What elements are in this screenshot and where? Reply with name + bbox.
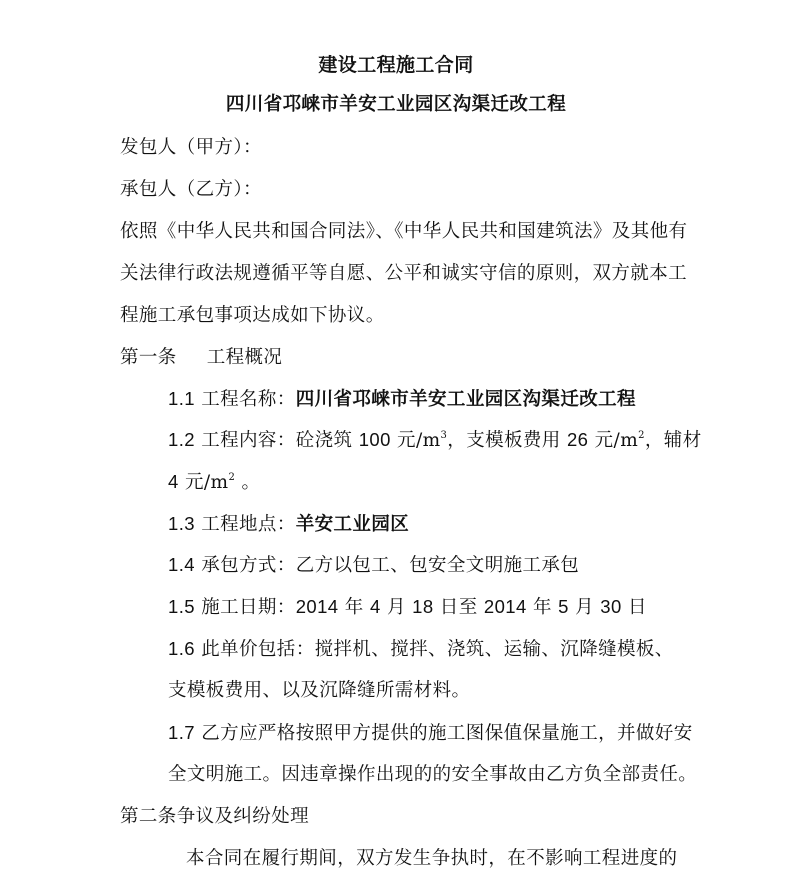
intro-line-2: 关法律行政法规遵循平等自愿、公平和诚实守信的原则，双方就本工 bbox=[120, 263, 688, 284]
item-1-7 bbox=[168, 721, 693, 746]
item-1-2-end: 。 bbox=[241, 472, 261, 493]
item-1-7-line-2: 全文明施工。因违章操作出现的的安全事故由乙方负全部责任。 bbox=[168, 764, 698, 785]
start-month: 4 bbox=[369, 596, 381, 617]
party-b-label: 承包人（乙方）： bbox=[120, 179, 262, 200]
item-1-3-number: 1.3 bbox=[168, 513, 195, 534]
start-year: 2014 bbox=[295, 596, 339, 617]
item-1-6-number: 1.6 bbox=[168, 638, 195, 659]
date-range-separator: 日至 bbox=[439, 597, 478, 618]
item-1-1 bbox=[168, 387, 636, 412]
project-subtitle: 四川省邛崃市羊安工业园区沟渠迁改工程 bbox=[225, 94, 567, 115]
item-1-2-concrete-price: 100 bbox=[358, 429, 391, 450]
item-1-3 bbox=[168, 512, 409, 537]
item-1-2-number: 1.2 bbox=[168, 429, 195, 450]
start-month-char: 月 bbox=[386, 597, 406, 618]
article-1-heading bbox=[120, 346, 282, 370]
article-1-title: 工程概况 bbox=[206, 347, 283, 368]
item-1-5-label: 施工日期： bbox=[201, 597, 296, 618]
intro-line-3: 程施工承包事项达成如下协议。 bbox=[120, 305, 385, 326]
end-month: 5 bbox=[558, 596, 569, 617]
item-1-1-label: 工程名称： bbox=[201, 389, 296, 410]
item-1-2-aux-price: 4 bbox=[168, 471, 179, 492]
item-1-5 bbox=[168, 595, 647, 620]
article-1-label: 第一条 bbox=[120, 347, 177, 368]
item-1-6-line-2: 支模板费用、以及沉降缝所需材料。 bbox=[168, 680, 471, 701]
item-1-2-label: 工程内容：砼浇筑 bbox=[201, 430, 353, 451]
item-1-7-line-1: 乙方应严格按照甲方提供的施工图保值保量施工，并做好安 bbox=[201, 723, 693, 744]
end-month-char: 月 bbox=[575, 597, 595, 618]
party-a-label: 发包人（甲方）： bbox=[120, 137, 262, 158]
item-1-2-exp-2a: 2 bbox=[638, 430, 645, 441]
end-year-char: 年 bbox=[532, 597, 552, 618]
item-1-2-tail: ，辅材 bbox=[644, 430, 702, 451]
article-2-heading: 第二条争议及纠纷处理 bbox=[120, 806, 310, 827]
end-day-char: 日 bbox=[627, 597, 647, 618]
document-title: 建设工程施工合同 bbox=[318, 54, 474, 76]
item-1-6-line-1: 此单价包括：搅拌机、搅拌、浇筑、运输、沉降缝模板、 bbox=[201, 639, 674, 660]
item-1-7-number: 1.7 bbox=[168, 722, 195, 743]
item-1-2-unit-b: 元/m bbox=[594, 430, 639, 451]
item-1-1-value: 四川省邛崃市羊安工业园区沟渠迁改工程 bbox=[295, 389, 636, 410]
item-1-2-unit-a: 元/m bbox=[397, 430, 441, 451]
item-1-4-number: 1.4 bbox=[168, 554, 195, 575]
intro-line-1: 依照《中华人民共和国合同法》、《中华人民共和国建筑法》及其他有 bbox=[120, 221, 688, 242]
item-1-2-mid: ，支模板费用 bbox=[447, 430, 561, 451]
item-1-6 bbox=[168, 637, 674, 662]
start-year-char: 年 bbox=[344, 597, 364, 618]
item-1-4-text: 承包方式：乙方以包工、包安全文明施工承包 bbox=[201, 555, 580, 576]
item-1-2-continued bbox=[168, 470, 260, 495]
item-1-2-exp-2b: 2 bbox=[228, 472, 236, 483]
item-1-3-value: 羊安工业园区 bbox=[295, 514, 410, 535]
end-day: 30 bbox=[600, 596, 622, 617]
start-day: 18 bbox=[412, 596, 434, 617]
item-1-2-unit-c: 元/m bbox=[184, 472, 229, 493]
item-1-2 bbox=[168, 428, 702, 453]
item-1-2-formwork-price: 26 bbox=[566, 429, 589, 450]
item-1-3-label: 工程地点： bbox=[201, 514, 296, 535]
end-year: 2014 bbox=[483, 596, 527, 617]
article-2-line-1: 本合同在履行期间，双方发生争执时，在不影响工程进度的 bbox=[186, 848, 678, 869]
item-1-1-number: 1.1 bbox=[168, 388, 195, 409]
item-1-2-exp-3: 3 bbox=[440, 430, 448, 441]
item-1-4 bbox=[168, 553, 579, 578]
item-1-5-number: 1.5 bbox=[168, 596, 195, 617]
